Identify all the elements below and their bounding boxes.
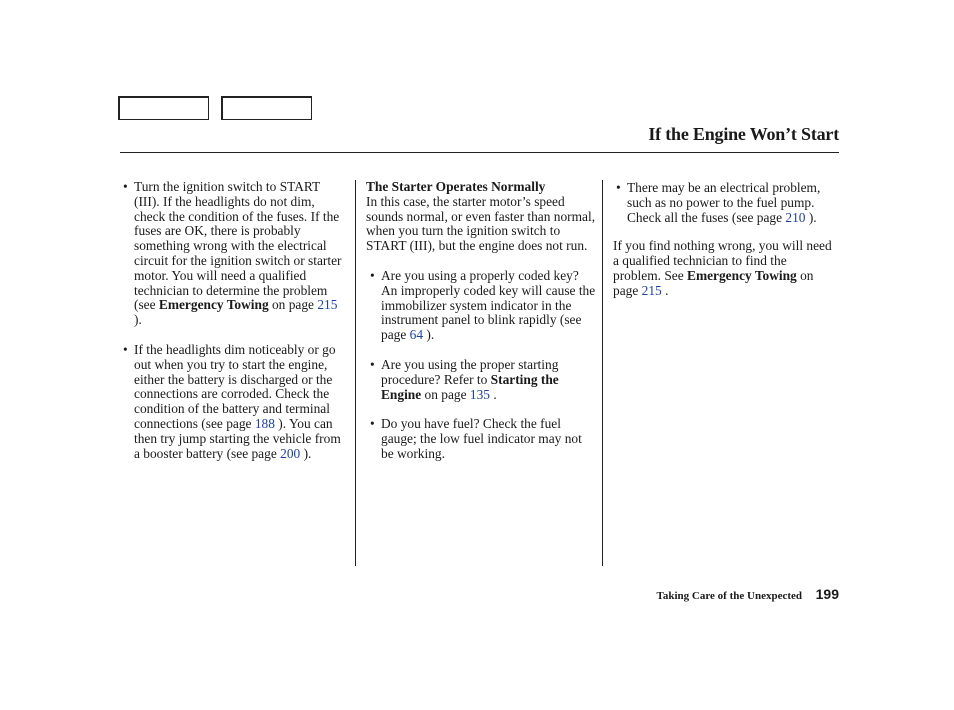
list-item: • Do you have fuel? Check the fuel gauge; the low fuel indicator may not be working.: [370, 416, 582, 461]
title-divider: [120, 152, 839, 153]
emergency-towing-ref: Emergency Towing: [158, 297, 269, 313]
column-divider-1: [355, 180, 356, 566]
page-link-215[interactable]: 215: [641, 282, 662, 298]
bullet-marker: •: [123, 179, 128, 194]
page-link-64[interactable]: 64: [409, 327, 424, 343]
page-title: If the Engine Won’t Start: [648, 124, 839, 144]
previous-page-button[interactable]: [118, 96, 209, 120]
section-footer: Taking Care of the Unexpected: [656, 590, 802, 602]
page-link-135[interactable]: 135: [469, 386, 490, 402]
page-number: 199: [815, 586, 839, 602]
column-2: [366, 180, 596, 462]
next-page-button[interactable]: [221, 96, 312, 120]
page-link-215[interactable]: 215: [317, 297, 338, 313]
bullet-marker: •: [123, 341, 128, 357]
emergency-towing-ref: Emergency Towing: [687, 267, 797, 283]
starting-engine-ref: Starting the Engine: [381, 371, 559, 402]
list-item: • Are you using the proper starting procedure? Refer to Starting the Engine on page 135 .: [370, 356, 559, 402]
column-divider-2: [602, 180, 603, 566]
list-item: • Turn the ignition switch to START (III). If the headlights do not dim, check the condition of the fuses. If the fuses are OK, there is probably something wrong with the electrical circuit for the ignition switch or starter motor. You will need a qualified technician to determine the problem (see Emergency Towing on page 215 ).: [123, 179, 342, 328]
bullet-marker: •: [370, 416, 375, 432]
page-link-200[interactable]: 200: [280, 445, 301, 461]
list-item: • If the headlights dim noticeably or go out when you try to start the engine, either the battery is discharged or the connections are corroded. Check the condition of the battery and terminal connections (see page 188 ). You can then try jump starting the vehicle from a booster battery (see page 200 ).: [123, 341, 341, 461]
page-link-210[interactable]: 210: [785, 209, 806, 225]
section-heading: The Starter Operates Normally: [366, 179, 546, 194]
page-link-188[interactable]: 188: [254, 415, 275, 431]
closing-paragraph: If you find nothing wrong, you will need a qualified technician to find the problem. See Emergency Towing on page 215 .: [613, 238, 832, 298]
intro-paragraph: In this case, the starter motor’s speed sounds normal, or even faster than normal, when you turn the ignition switch to START (III), but the engine does not run.: [366, 193, 596, 254]
column-3: [613, 181, 835, 299]
column-1: [123, 180, 348, 461]
bullet-marker: •: [370, 356, 375, 372]
bullet-marker: •: [370, 267, 375, 283]
bullet-marker: •: [616, 180, 621, 195]
list-item: • There may be an electrical problem, such as no power to the fuel pump. Check all the fuses (see page 210 ).: [616, 180, 821, 225]
list-item: • Are you using a properly coded key? An improperly coded key will cause the immobilizer system indicator in the instrument panel to blink rapidly (see page 64 ).: [370, 267, 596, 343]
